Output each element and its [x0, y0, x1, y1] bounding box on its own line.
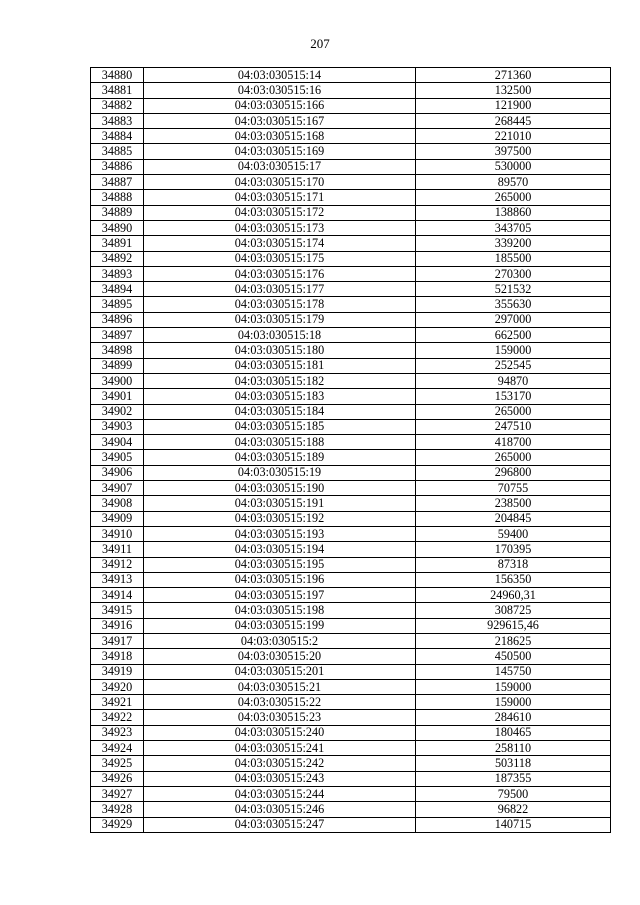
cadastral-number-cell: 04:03:030515:177 [144, 282, 416, 297]
table-row [91, 481, 611, 496]
cadastral-number-cell: 04:03:030515:194 [144, 542, 416, 557]
row-number-cell: 34924 [91, 741, 144, 756]
table-row [91, 649, 611, 664]
cadastral-value-cell: 297000 [416, 312, 611, 327]
cadastral-number-cell: 04:03:030515:193 [144, 526, 416, 541]
cadastral-number-cell: 04:03:030515:188 [144, 435, 416, 450]
row-number-cell: 34880 [91, 68, 144, 83]
table-row [91, 725, 611, 740]
cadastral-value-cell: 268445 [416, 113, 611, 128]
table-row [91, 190, 611, 205]
cadastral-number-cell: 04:03:030515:2 [144, 633, 416, 648]
cadastral-value-cell: 70755 [416, 481, 611, 496]
cadastral-value-cell: 929615,46 [416, 618, 611, 633]
row-number-cell: 34909 [91, 511, 144, 526]
cadastral-number-cell: 04:03:030515:183 [144, 389, 416, 404]
page-number: 207 [310, 36, 330, 51]
table-row [91, 358, 611, 373]
cadastral-value-cell: 662500 [416, 328, 611, 343]
cadastral-number-cell: 04:03:030515:244 [144, 786, 416, 801]
cadastral-value-cell: 204845 [416, 511, 611, 526]
row-number-cell: 34928 [91, 802, 144, 817]
row-number-cell: 34910 [91, 526, 144, 541]
cadastral-value-cell: 308725 [416, 603, 611, 618]
row-number-cell: 34898 [91, 343, 144, 358]
cadastral-number-cell: 04:03:030515:175 [144, 251, 416, 266]
cadastral-value-cell: 530000 [416, 159, 611, 174]
cadastral-number-cell: 04:03:030515:192 [144, 511, 416, 526]
row-number-cell: 34901 [91, 389, 144, 404]
row-number-cell: 34897 [91, 328, 144, 343]
cadastral-number-cell: 04:03:030515:243 [144, 771, 416, 786]
row-number-cell: 34893 [91, 266, 144, 281]
cadastral-value-cell: 121900 [416, 98, 611, 113]
table-row [91, 251, 611, 266]
cadastral-number-cell: 04:03:030515:169 [144, 144, 416, 159]
cadastral-number-cell: 04:03:030515:182 [144, 373, 416, 388]
cadastral-number-cell: 04:03:030515:199 [144, 618, 416, 633]
cadastral-value-cell: 94870 [416, 373, 611, 388]
row-number-cell: 34891 [91, 236, 144, 251]
cadastral-number-cell: 04:03:030515:241 [144, 741, 416, 756]
table-row [91, 389, 611, 404]
table-row [91, 328, 611, 343]
row-number-cell: 34926 [91, 771, 144, 786]
cadastral-value-cell: 218625 [416, 633, 611, 648]
table-row [91, 68, 611, 83]
cadastral-number-cell: 04:03:030515:189 [144, 450, 416, 465]
cadastral-value-cell: 159000 [416, 679, 611, 694]
table-row [91, 618, 611, 633]
table-row [91, 220, 611, 235]
cadastral-value-cell: 247510 [416, 419, 611, 434]
cadastral-number-cell: 04:03:030515:246 [144, 802, 416, 817]
cadastral-value-cell: 343705 [416, 220, 611, 235]
cadastral-number-cell: 04:03:030515:181 [144, 358, 416, 373]
table-row [91, 588, 611, 603]
cadastral-value-cell: 238500 [416, 496, 611, 511]
cadastral-number-cell: 04:03:030515:242 [144, 756, 416, 771]
cadastral-value-cell: 159000 [416, 343, 611, 358]
table-row [91, 741, 611, 756]
row-number-cell: 34916 [91, 618, 144, 633]
table-row [91, 496, 611, 511]
row-number-cell: 34900 [91, 373, 144, 388]
table-row [91, 98, 611, 113]
table-row [91, 771, 611, 786]
row-number-cell: 34919 [91, 664, 144, 679]
cadastral-value-cell: 156350 [416, 572, 611, 587]
cadastral-number-cell: 04:03:030515:201 [144, 664, 416, 679]
table-row [91, 786, 611, 801]
cadastral-number-cell: 04:03:030515:198 [144, 603, 416, 618]
table-row [91, 266, 611, 281]
table-row [91, 695, 611, 710]
cadastral-number-cell: 04:03:030515:196 [144, 572, 416, 587]
table-row [91, 129, 611, 144]
cadastral-number-cell: 04:03:030515:18 [144, 328, 416, 343]
row-number-cell: 34905 [91, 450, 144, 465]
cadastral-value-cell: 153170 [416, 389, 611, 404]
cadastral-number-cell: 04:03:030515:180 [144, 343, 416, 358]
cadastral-value-cell: 258110 [416, 741, 611, 756]
cadastral-number-cell: 04:03:030515:179 [144, 312, 416, 327]
cadastral-value-cell: 221010 [416, 129, 611, 144]
table-row [91, 802, 611, 817]
table-row [91, 297, 611, 312]
cadastral-value-table [90, 67, 611, 833]
row-number-cell: 34912 [91, 557, 144, 572]
row-number-cell: 34923 [91, 725, 144, 740]
cadastral-value-cell: 138860 [416, 205, 611, 220]
row-number-cell: 34913 [91, 572, 144, 587]
row-number-cell: 34904 [91, 435, 144, 450]
cadastral-value-cell: 503118 [416, 756, 611, 771]
cadastral-number-cell: 04:03:030515:172 [144, 205, 416, 220]
cadastral-number-cell: 04:03:030515:176 [144, 266, 416, 281]
table-row [91, 236, 611, 251]
cadastral-number-cell: 04:03:030515:190 [144, 481, 416, 496]
table-row [91, 205, 611, 220]
row-number-cell: 34915 [91, 603, 144, 618]
cadastral-number-cell: 04:03:030515:195 [144, 557, 416, 572]
cadastral-number-cell: 04:03:030515:16 [144, 83, 416, 98]
table-row [91, 113, 611, 128]
table-row [91, 144, 611, 159]
cadastral-number-cell: 04:03:030515:20 [144, 649, 416, 664]
cadastral-value-cell: 284610 [416, 710, 611, 725]
row-number-cell: 34883 [91, 113, 144, 128]
row-number-cell: 34918 [91, 649, 144, 664]
cadastral-value-cell: 355630 [416, 297, 611, 312]
cadastral-value-cell: 265000 [416, 404, 611, 419]
cadastral-value-cell: 397500 [416, 144, 611, 159]
row-number-cell: 34881 [91, 83, 144, 98]
cadastral-value-cell: 170395 [416, 542, 611, 557]
table-row [91, 83, 611, 98]
cadastral-value-cell: 271360 [416, 68, 611, 83]
table-row [91, 572, 611, 587]
cadastral-value-cell: 270300 [416, 266, 611, 281]
row-number-cell: 34886 [91, 159, 144, 174]
row-number-cell: 34906 [91, 465, 144, 480]
table-row [91, 664, 611, 679]
cadastral-value-cell: 339200 [416, 236, 611, 251]
cadastral-number-cell: 04:03:030515:168 [144, 129, 416, 144]
row-number-cell: 34929 [91, 817, 144, 832]
table-row [91, 542, 611, 557]
cadastral-number-cell: 04:03:030515:14 [144, 68, 416, 83]
row-number-cell: 34896 [91, 312, 144, 327]
cadastral-number-cell: 04:03:030515:171 [144, 190, 416, 205]
cadastral-value-cell: 140715 [416, 817, 611, 832]
row-number-cell: 34922 [91, 710, 144, 725]
cadastral-value-cell: 24960,31 [416, 588, 611, 603]
cadastral-value-cell: 265000 [416, 450, 611, 465]
row-number-cell: 34895 [91, 297, 144, 312]
table-row [91, 603, 611, 618]
table-row [91, 557, 611, 572]
row-number-cell: 34902 [91, 404, 144, 419]
cadastral-value-cell: 132500 [416, 83, 611, 98]
table-body [91, 68, 611, 833]
table-row [91, 679, 611, 694]
row-number-cell: 34917 [91, 633, 144, 648]
cadastral-value-cell: 521532 [416, 282, 611, 297]
cadastral-number-cell: 04:03:030515:197 [144, 588, 416, 603]
row-number-cell: 34884 [91, 129, 144, 144]
row-number-cell: 34914 [91, 588, 144, 603]
cadastral-value-cell: 185500 [416, 251, 611, 266]
table-row [91, 404, 611, 419]
table-row [91, 710, 611, 725]
row-number-cell: 34921 [91, 695, 144, 710]
table-row [91, 633, 611, 648]
cadastral-value-cell: 79500 [416, 786, 611, 801]
table-row [91, 756, 611, 771]
cadastral-value-cell: 252545 [416, 358, 611, 373]
table-row [91, 450, 611, 465]
cadastral-number-cell: 04:03:030515:17 [144, 159, 416, 174]
row-number-cell: 34890 [91, 220, 144, 235]
table-row [91, 175, 611, 190]
cadastral-value-cell: 418700 [416, 435, 611, 450]
table-row [91, 511, 611, 526]
row-number-cell: 34903 [91, 419, 144, 434]
cadastral-number-cell: 04:03:030515:247 [144, 817, 416, 832]
cadastral-number-cell: 04:03:030515:22 [144, 695, 416, 710]
cadastral-value-cell: 87318 [416, 557, 611, 572]
cadastral-value-cell: 450500 [416, 649, 611, 664]
table-row [91, 419, 611, 434]
cadastral-value-cell: 96822 [416, 802, 611, 817]
row-number-cell: 34894 [91, 282, 144, 297]
row-number-cell: 34887 [91, 175, 144, 190]
cadastral-value-cell: 59400 [416, 526, 611, 541]
cadastral-number-cell: 04:03:030515:184 [144, 404, 416, 419]
row-number-cell: 34892 [91, 251, 144, 266]
table-row [91, 373, 611, 388]
cadastral-value-cell: 296800 [416, 465, 611, 480]
table-row [91, 282, 611, 297]
cadastral-number-cell: 04:03:030515:173 [144, 220, 416, 235]
row-number-cell: 34882 [91, 98, 144, 113]
cadastral-number-cell: 04:03:030515:167 [144, 113, 416, 128]
row-number-cell: 34907 [91, 481, 144, 496]
cadastral-value-cell: 265000 [416, 190, 611, 205]
cadastral-number-cell: 04:03:030515:178 [144, 297, 416, 312]
row-number-cell: 34885 [91, 144, 144, 159]
table-row [91, 312, 611, 327]
cadastral-number-cell: 04:03:030515:166 [144, 98, 416, 113]
table-row [91, 435, 611, 450]
cadastral-value-cell: 89570 [416, 175, 611, 190]
cadastral-value-cell: 187355 [416, 771, 611, 786]
row-number-cell: 34920 [91, 679, 144, 694]
table-row [91, 465, 611, 480]
table-row [91, 159, 611, 174]
table-row [91, 343, 611, 358]
cadastral-number-cell: 04:03:030515:240 [144, 725, 416, 740]
row-number-cell: 34888 [91, 190, 144, 205]
row-number-cell: 34899 [91, 358, 144, 373]
cadastral-number-cell: 04:03:030515:191 [144, 496, 416, 511]
row-number-cell: 34911 [91, 542, 144, 557]
cadastral-number-cell: 04:03:030515:23 [144, 710, 416, 725]
table-row [91, 526, 611, 541]
row-number-cell: 34889 [91, 205, 144, 220]
row-number-cell: 34927 [91, 786, 144, 801]
row-number-cell: 34908 [91, 496, 144, 511]
cadastral-number-cell: 04:03:030515:174 [144, 236, 416, 251]
cadastral-value-cell: 180465 [416, 725, 611, 740]
row-number-cell: 34925 [91, 756, 144, 771]
table-row [91, 817, 611, 832]
cadastral-value-cell: 159000 [416, 695, 611, 710]
cadastral-value-cell: 145750 [416, 664, 611, 679]
cadastral-number-cell: 04:03:030515:185 [144, 419, 416, 434]
cadastral-number-cell: 04:03:030515:170 [144, 175, 416, 190]
cadastral-number-cell: 04:03:030515:21 [144, 679, 416, 694]
cadastral-number-cell: 04:03:030515:19 [144, 465, 416, 480]
